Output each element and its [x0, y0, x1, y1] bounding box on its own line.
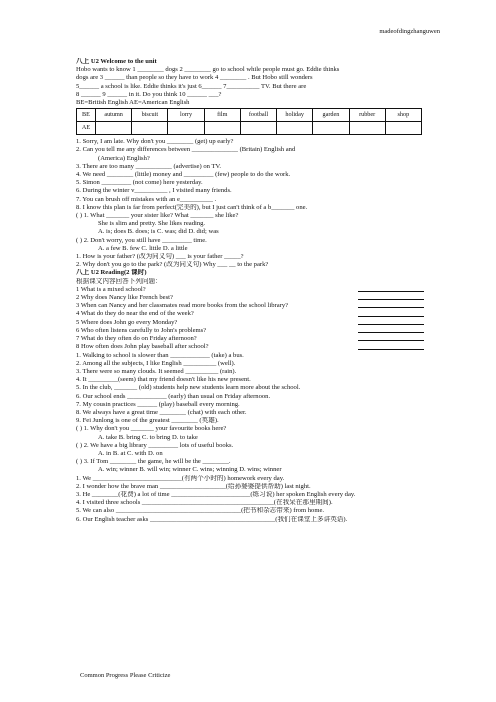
- passage-line: 8 ______ 9 ______ in it. Do you think 10 ______ ___?: [76, 90, 222, 98]
- table-cell: shop: [385, 109, 421, 122]
- question-text: 1 What is a mixed school?: [76, 285, 146, 293]
- choice-question: ( ) 1. Why don't you _______ your favourite books here?: [76, 425, 227, 433]
- exercise-line: (America) English?: [98, 154, 150, 162]
- header-source-tag: madeofdingzhanguwen: [379, 28, 440, 35]
- question-text: 5 Where does John go every Monday?: [76, 318, 178, 326]
- choice-context: She is slim and pretty. She likes reading.: [98, 220, 206, 228]
- question-text: 2 Why does Nancy like French best?: [76, 294, 173, 302]
- question-text: 6 Who often listens carefully to John's problems?: [76, 326, 207, 334]
- question-text: 7 What do they often do on Friday afternoon?: [76, 335, 197, 343]
- question-line: [76, 319, 424, 327]
- question-line: [76, 294, 424, 302]
- worksheet-content: [76, 58, 424, 524]
- answer-blank[interactable]: [358, 340, 424, 341]
- table-row-be: [77, 109, 422, 122]
- table-cell[interactable]: [96, 122, 132, 135]
- table-cell: garden: [313, 109, 349, 122]
- exercise-line: 6. During the winter v__________ , I visited many friends.: [76, 187, 232, 195]
- answer-blank[interactable]: [358, 316, 424, 317]
- table-cell: film: [204, 109, 240, 122]
- table-row-ae: [77, 122, 422, 135]
- exercise-line: 5. Simon _________ (not come) here yesterday.: [76, 179, 203, 187]
- vocab-table: [76, 108, 422, 135]
- choice-options: A. a few B. few C. little D. a little: [98, 244, 188, 252]
- table-cell: AE: [77, 122, 96, 135]
- table-cell[interactable]: [168, 122, 204, 135]
- exercise-line: 8. We always have a great time ________ (chat) with each other.: [76, 408, 247, 416]
- table-cell[interactable]: [240, 122, 276, 135]
- exercise-line: 6. Our school ends ____________ (early) than usual on Friday afternoon.: [76, 392, 271, 400]
- translation-line: 2. I wonder how the brave man ____________________(给孙婆婆提供帮助) last night.: [76, 482, 311, 490]
- be-ae-legend: BE=British English AE=American English: [76, 99, 190, 107]
- question-line: [76, 310, 424, 318]
- choice-question: ( ) 3. If Tom ________ the game, he will be the ________.: [76, 458, 231, 466]
- table-cell: holiday: [277, 109, 313, 122]
- table-cell[interactable]: [204, 122, 240, 135]
- table-cell: biscuit: [132, 109, 168, 122]
- question-line: [76, 343, 424, 351]
- question-text: 4 What do they do near the end of the week?: [76, 310, 194, 318]
- table-cell[interactable]: [313, 122, 349, 135]
- question-text: 3 When can Nancy and her classmates read more books from the school library?: [76, 302, 289, 310]
- choice-question: ( ) 2. Don't worry, you still have _________ time.: [76, 236, 207, 244]
- translation-line: 3. He ________(花费) a lot of time ________________________(练习说) her spoken English every day.: [76, 490, 356, 498]
- exercise-line: 2. Among all the subjects, I like English __________ (well).: [76, 359, 236, 367]
- exercise-line: 3. There were so many clouds. It seemed __________ (rain).: [76, 367, 237, 375]
- answer-blank[interactable]: [358, 349, 424, 350]
- exercise-line: 1. Walking to school is slower than ____________ (take) a bus.: [76, 351, 244, 359]
- exercise-line: 4. We need ________ (little) money and _________ (few) people to do the work.: [76, 171, 291, 179]
- section-title-reading: 八上 U2 Reading(2 课时): [76, 269, 147, 277]
- table-cell: autumn: [96, 109, 132, 122]
- exercise-line: 8. I know this plan is far from perfect(完美的), but I just can't think of a b_______ one.: [76, 203, 308, 211]
- question-line: [76, 286, 424, 294]
- answer-blank[interactable]: [358, 324, 424, 325]
- question-text: 8 How often does John play baseball after school?: [76, 343, 209, 351]
- answer-blank[interactable]: [358, 307, 424, 308]
- table-cell[interactable]: [132, 122, 168, 135]
- table-cell: lorry: [168, 109, 204, 122]
- instruction-line: 根据课文内容回答下列问题：: [76, 277, 162, 285]
- exercise-line: 1. Sorry, I am late. Why don't you ________ (get) up early?: [76, 138, 234, 146]
- passage-line: 5______ a school is like. Eddie thinks it's just 6______ 7__________ TV. But there are: [76, 82, 307, 90]
- choice-options: A. in B. at C. with D. on: [98, 449, 163, 457]
- exercise-line: 5. In the club, _______ (old) students help new students learn more about the school.: [76, 384, 301, 392]
- choice-question: ( ) 2. We have a big library _________ lots of useful books.: [76, 441, 234, 449]
- choice-question: ( ) 1. What _______ your sister like? What _______ she like?: [76, 212, 239, 220]
- translation-line: 5. We can also ______________________________________(把书和杂志带来) from home.: [76, 507, 325, 515]
- table-cell: rubber: [349, 109, 385, 122]
- passage-line: dogs are 3 ______ than people so they have to work 4 ________ . But Hobo still wonders: [76, 74, 313, 82]
- exercise-line: 7. You can brush off mistakes with an e__________ .: [76, 195, 217, 203]
- exercise-line: 9. Fei Junlong is one of the greatest ________ (英雄).: [76, 417, 219, 425]
- passage-line: Hobo wants to know 1 ________ dogs 2 ________ go to school while people must go. Eddie thinks: [76, 66, 340, 74]
- rewrite-line: 2. Why don't you go to the park? (改为同义句) Why ___ __ to the park?: [76, 261, 269, 269]
- exercise-line: 7. My cousin practices ______ (play) baseball every morning.: [76, 400, 240, 408]
- exercise-line: 3. There are too many ___________ (advertise) on TV.: [76, 162, 222, 170]
- answer-blank[interactable]: [358, 299, 424, 300]
- table-cell[interactable]: [385, 122, 421, 135]
- table-cell[interactable]: [349, 122, 385, 135]
- table-cell[interactable]: [277, 122, 313, 135]
- answer-blank[interactable]: [358, 291, 424, 292]
- table-cell: BE: [77, 109, 96, 122]
- question-line: [76, 335, 424, 343]
- page-footer: Common Progress Please Criticize: [80, 672, 171, 679]
- question-line: [76, 302, 424, 310]
- section-title-welcome: 八上 U2 Welcome to the unit: [76, 58, 157, 65]
- exercise-line: 2. Can you tell me any differences between ______________ (Britain) English and: [76, 146, 296, 154]
- exercise-line: 4. It _________(seem) that my friend doesn't like his new present.: [76, 376, 251, 384]
- translation-line: 4. I visited three schools ________________________________________(在我呆在那里期间).: [76, 499, 333, 507]
- table-cell: football: [240, 109, 276, 122]
- translation-line: 1. We ___________________________(有两个小时的) homework every day.: [76, 474, 285, 482]
- question-line: [76, 327, 424, 335]
- translation-line: 6. Our English teacher asks ______________________________________(我们在课堂上多讲英语).: [76, 515, 348, 523]
- choice-options: A. is; does B. does; is C. was; did D. did; was: [98, 228, 219, 236]
- choice-options: A. take B. bring C. to bring D. to take: [98, 433, 198, 441]
- choice-options: A. win; winner B. will win; winner C. wins; winning D. wins; winner: [98, 466, 282, 474]
- answer-blank[interactable]: [358, 332, 424, 333]
- rewrite-line: 1. How is your father? (改为同义句) ___ is your father _____?: [76, 253, 244, 261]
